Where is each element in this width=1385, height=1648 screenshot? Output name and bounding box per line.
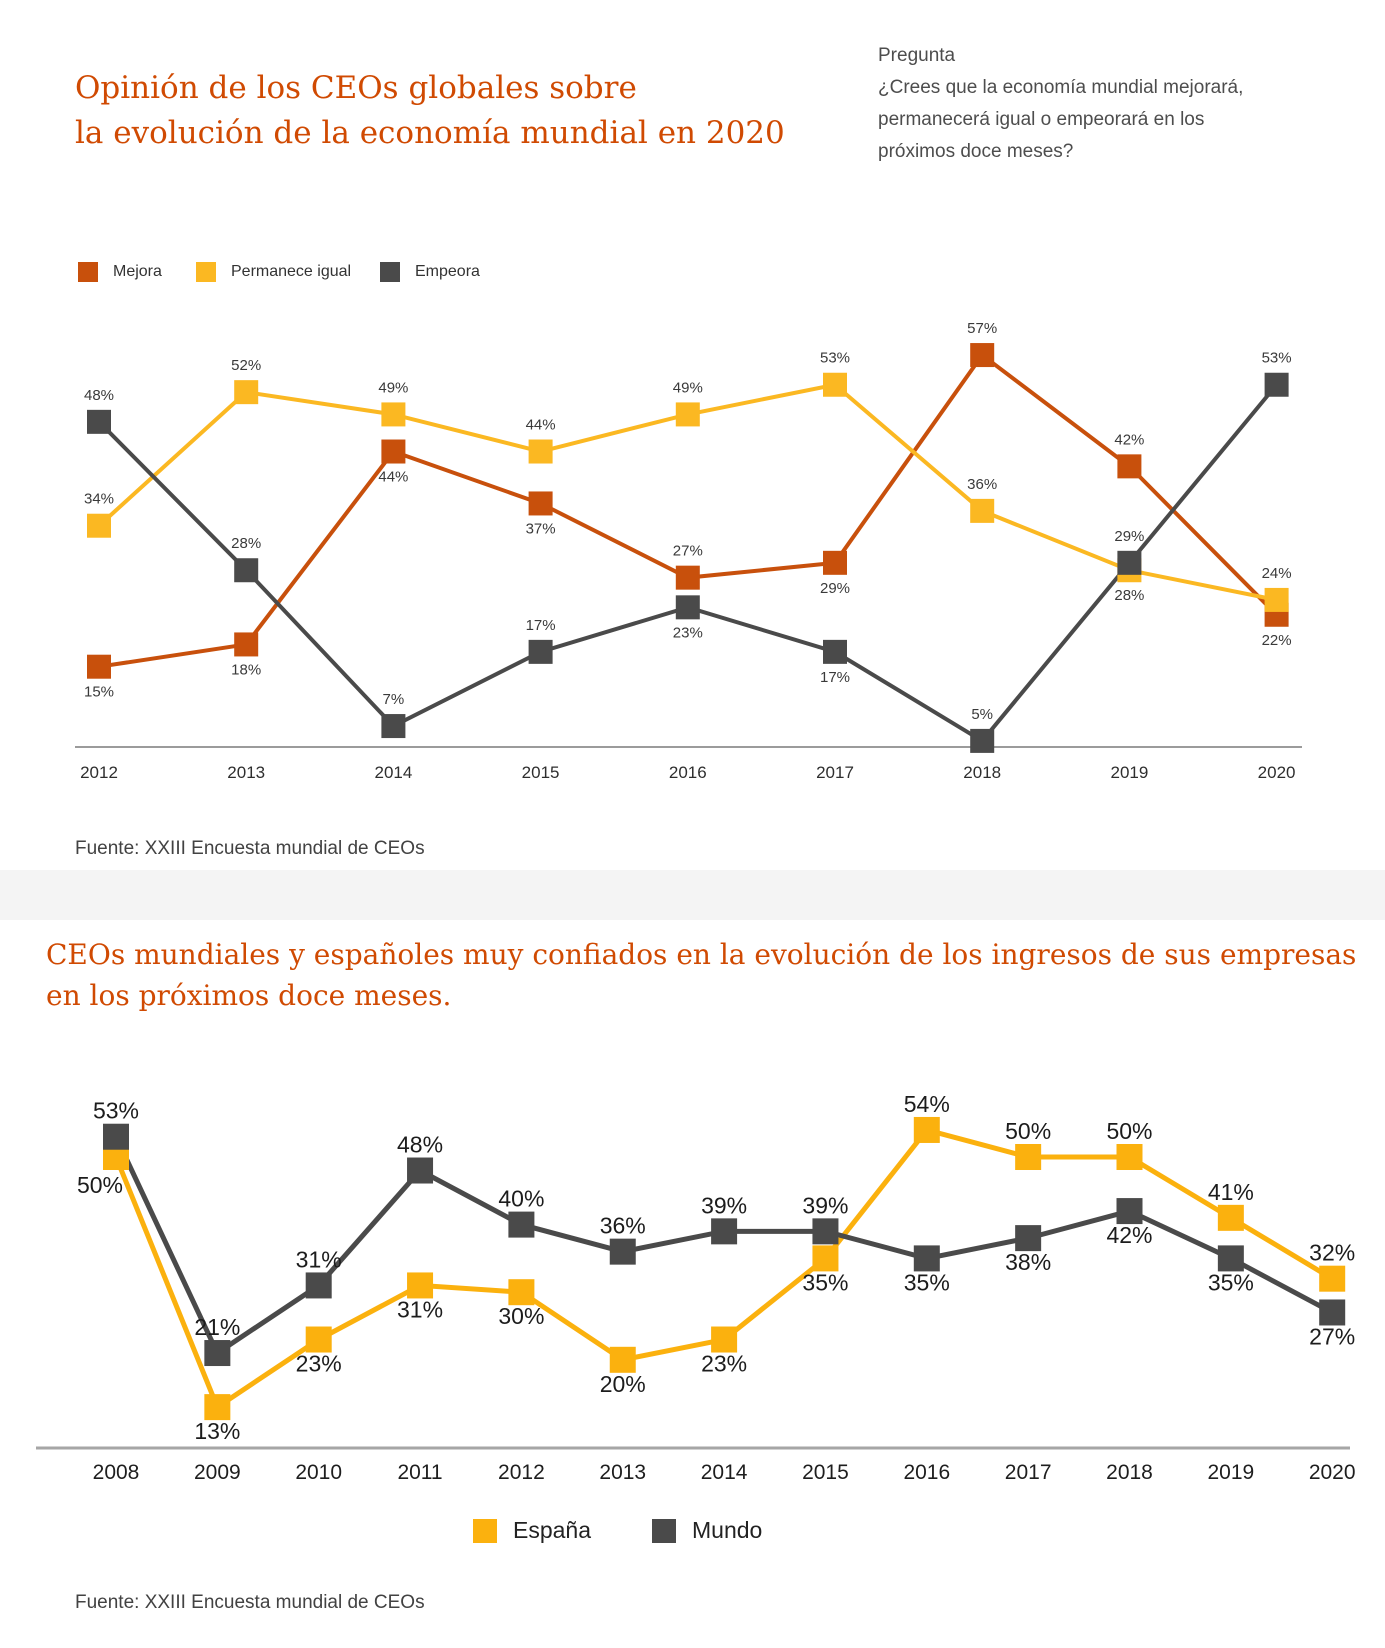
legend-label-permanece-igual: Permanece igual [231, 263, 352, 280]
section1-title-line2: la evolución de la economía mundial en 2020 [75, 115, 785, 151]
series-line-empeora [99, 385, 1277, 741]
value-label-mundo-2015: 39% [802, 1192, 849, 1219]
value-label-mundo-2011: 48% [397, 1131, 444, 1158]
value-label-mundo-2013: 36% [599, 1212, 646, 1239]
marker-empeora-2016 [676, 595, 700, 619]
marker-permanece-igual-2013 [234, 380, 258, 404]
legend-swatch-espana [473, 1519, 497, 1543]
x-axis-label-2011: 2011 [397, 1461, 443, 1484]
marker-mundo-2012 [508, 1212, 534, 1238]
marker-mejora-2018 [970, 343, 994, 367]
marker-mejora-2016 [676, 566, 700, 590]
legend-item-espana [473, 1517, 591, 1544]
series-line-mejora [99, 355, 1277, 667]
value-label-mejora-2020: 22% [1261, 631, 1292, 649]
marker-mundo-2008 [103, 1124, 129, 1150]
marker-mundo-2019 [1218, 1245, 1244, 1271]
x-axis-label-2016: 2016 [903, 1461, 951, 1484]
value-label-mundo-2014: 39% [701, 1192, 748, 1219]
value-label-mejora-2014: 44% [378, 468, 409, 486]
marker-permanece-igual-2015 [529, 440, 553, 464]
legend-item-empeora [380, 262, 480, 282]
value-label-espana-2008: 50% [76, 1172, 124, 1198]
marker-espana-2020 [1319, 1266, 1345, 1292]
value-label-mundo-2012: 40% [498, 1185, 545, 1212]
legend-label-mejora: Mejora [113, 263, 162, 280]
marker-espana-2019 [1218, 1205, 1244, 1231]
value-label-permanece-igual-2017: 53% [819, 349, 851, 367]
marker-mejora-2017 [823, 551, 847, 575]
source-note-2: Fuente: XXIII Encuesta mundial de CEOs [75, 1592, 425, 1613]
legend-label-mundo: Mundo [692, 1517, 763, 1543]
marker-empeora-2019 [1117, 551, 1141, 575]
marker-espana-2013 [610, 1347, 636, 1373]
section-divider [0, 870, 1385, 920]
marker-mundo-2011 [407, 1158, 433, 1184]
marker-empeora-2017 [823, 640, 847, 664]
survey-question-line1: ¿Crees que la economía mundial mejorará, [878, 77, 1244, 98]
value-label-mundo-2020: 27% [1309, 1323, 1356, 1350]
value-label-espana-2013: 20% [599, 1370, 646, 1397]
survey-question-line2: permanecerá igual o empeorará en los [878, 109, 1205, 130]
x-axis-label-2018: 2018 [963, 763, 1002, 782]
marker-permanece-igual-2012 [87, 514, 111, 538]
value-label-empeora-2020: 53% [1261, 349, 1292, 367]
marker-espana-2015 [812, 1245, 838, 1271]
value-label-empeora-2012: 48% [83, 386, 115, 404]
marker-permanece-igual-2018 [970, 499, 994, 523]
marker-permanece-igual-2020 [1265, 588, 1289, 612]
marker-mejora-2012 [87, 655, 111, 679]
x-axis-label-2010: 2010 [295, 1461, 343, 1484]
marker-espana-2016 [914, 1117, 940, 1143]
marker-empeora-2014 [381, 714, 405, 738]
value-label-mundo-2019: 35% [1207, 1269, 1254, 1296]
legend-swatch-mejora [78, 262, 98, 282]
value-label-permanece-igual-2013: 52% [231, 357, 262, 375]
marker-espana-2018 [1117, 1144, 1143, 1170]
x-axis-label-2017: 2017 [1004, 1461, 1052, 1484]
legend-swatch-mundo [652, 1519, 676, 1543]
legend-swatch-empeora [380, 262, 400, 282]
x-axis-label-2013: 2013 [227, 763, 266, 782]
value-label-empeora-2015: 17% [525, 616, 556, 634]
section2-title-line1: CEOs mundiales y españoles muy confiados en la evolución de los ingresos de sus empresas [46, 938, 1357, 971]
x-axis-label-2012: 2012 [80, 763, 118, 782]
legend-label-empeora: Empeora [415, 263, 480, 280]
economy-evolution-chart [0, 295, 1385, 795]
marker-mundo-2014 [711, 1218, 737, 1244]
value-label-permanece-igual-2016: 49% [672, 379, 703, 397]
value-label-empeora-2019: 29% [1114, 527, 1145, 545]
value-label-espana-2016: 54% [903, 1090, 950, 1117]
marker-empeora-2013 [234, 558, 258, 582]
value-label-mejora-2015: 37% [525, 520, 556, 538]
x-axis-label-2017: 2017 [816, 763, 854, 782]
value-label-permanece-igual-2018: 36% [967, 475, 998, 493]
value-label-permanece-igual-2020: 24% [1261, 564, 1292, 582]
value-label-mundo-2008: 53% [92, 1097, 140, 1124]
x-axis-label-2020: 2020 [1308, 1461, 1356, 1484]
marker-mundo-2017 [1015, 1225, 1041, 1251]
marker-permanece-igual-2016 [676, 402, 700, 426]
x-axis-label-2019: 2019 [1207, 1461, 1255, 1484]
value-label-mejora-2016: 27% [672, 542, 703, 560]
x-axis-label-2014: 2014 [700, 1461, 748, 1484]
value-label-mejora-2012: 15% [83, 683, 115, 701]
legend-item-mundo [652, 1517, 762, 1544]
marker-empeora-2012 [87, 410, 111, 434]
value-label-permanece-igual-2014: 49% [378, 379, 409, 397]
value-label-mundo-2018: 42% [1106, 1222, 1153, 1249]
value-label-espana-2012: 30% [498, 1303, 545, 1330]
value-label-empeora-2018: 5% [971, 705, 994, 723]
value-label-espana-2017: 50% [1005, 1118, 1052, 1144]
marker-mundo-2015 [812, 1218, 838, 1244]
marker-empeora-2018 [970, 729, 994, 753]
section1-title-line1: Opinión de los CEOs globales sobre [75, 70, 637, 106]
section1-title [75, 66, 785, 156]
x-axis-label-2019: 2019 [1110, 763, 1149, 782]
marker-espana-2014 [711, 1327, 737, 1353]
value-label-mejora-2019: 42% [1114, 431, 1145, 449]
marker-espana-2009 [204, 1394, 230, 1420]
marker-mundo-2013 [610, 1239, 636, 1265]
value-label-empeora-2016: 23% [672, 624, 703, 642]
section2-title-line2: en los próximos doce meses. [46, 979, 452, 1012]
source-note-1: Fuente: XXIII Encuesta mundial de CEOs [75, 838, 425, 859]
marker-mundo-2016 [914, 1245, 940, 1271]
value-label-mejora-2018: 57% [967, 320, 998, 338]
x-axis-label-2012: 2012 [498, 1461, 545, 1484]
value-label-mundo-2017: 38% [1005, 1249, 1052, 1276]
value-label-mundo-2009: 21% [194, 1314, 241, 1341]
value-label-espana-2011: 31% [397, 1296, 444, 1323]
value-label-espana-2019: 41% [1207, 1178, 1254, 1205]
marker-espana-2012 [508, 1279, 534, 1305]
marker-mejora-2015 [529, 491, 553, 515]
x-axis-label-2020: 2020 [1257, 763, 1296, 782]
marker-permanece-igual-2014 [381, 402, 405, 426]
marker-empeora-2015 [529, 640, 553, 664]
value-label-espana-2020: 32% [1309, 1239, 1356, 1266]
x-axis-label-2015: 2015 [802, 1461, 849, 1484]
value-label-mejora-2017: 29% [819, 579, 851, 597]
marker-mundo-2009 [204, 1340, 230, 1366]
legend-item-permanece-igual [196, 262, 351, 282]
value-label-permanece-igual-2015: 44% [525, 416, 556, 434]
marker-espana-2011 [407, 1272, 433, 1298]
x-axis-label-2013: 2013 [599, 1461, 647, 1484]
survey-question [878, 40, 1243, 168]
marker-permanece-igual-2017 [823, 373, 847, 397]
legend-label-espana: España [513, 1517, 592, 1543]
marker-espana-2010 [306, 1327, 332, 1353]
value-label-empeora-2017: 17% [819, 668, 851, 686]
revenue-confidence-chart [0, 1035, 1385, 1500]
value-label-empeora-2013: 28% [231, 535, 262, 553]
marker-mundo-2010 [306, 1272, 332, 1298]
survey-question-label: Pregunta [878, 45, 956, 66]
legend-swatch-permanece-igual [196, 262, 216, 282]
marker-mejora-2019 [1117, 454, 1141, 478]
x-axis-label-2008: 2008 [92, 1461, 140, 1484]
value-label-espana-2015: 35% [802, 1269, 849, 1296]
x-axis-label-2015: 2015 [521, 763, 560, 782]
marker-mejora-2014 [381, 440, 405, 464]
marker-mejora-2013 [234, 632, 258, 656]
x-axis-label-2014: 2014 [374, 763, 413, 782]
x-axis-label-2009: 2009 [193, 1461, 241, 1484]
marker-espana-2017 [1015, 1144, 1041, 1170]
value-label-mejora-2013: 18% [231, 661, 262, 679]
value-label-espana-2009: 13% [194, 1418, 241, 1445]
section2-title [46, 934, 1356, 1016]
value-label-mundo-2016: 35% [903, 1269, 950, 1296]
legend-item-mejora [78, 262, 162, 282]
value-label-espana-2018: 50% [1106, 1118, 1153, 1144]
marker-mundo-2018 [1117, 1198, 1143, 1224]
x-axis-label-2016: 2016 [668, 763, 707, 782]
value-label-espana-2014: 23% [701, 1350, 748, 1377]
value-label-permanece-igual-2012: 34% [83, 490, 115, 508]
marker-mundo-2020 [1319, 1299, 1345, 1325]
value-label-mundo-2010: 31% [295, 1246, 342, 1273]
x-axis-label-2018: 2018 [1106, 1461, 1153, 1484]
value-label-permanece-igual-2019: 28% [1114, 587, 1145, 605]
value-label-espana-2010: 23% [295, 1350, 342, 1377]
survey-question-line3: próximos doce meses? [878, 141, 1074, 162]
marker-empeora-2020 [1265, 373, 1289, 397]
value-label-empeora-2014: 7% [382, 691, 405, 709]
